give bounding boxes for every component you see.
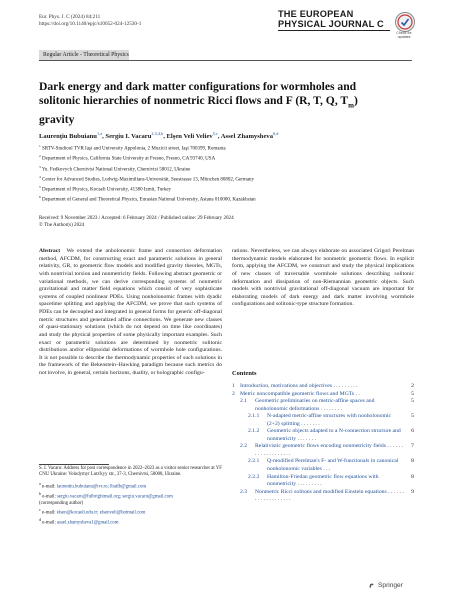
toc-entry-title	[267, 458, 404, 473]
footnotes	[39, 466, 222, 526]
citation-header	[39, 14, 141, 28]
toc-entry-text: Metric noncompatible geometric flows and MGTs	[240, 390, 355, 397]
affiliation-item: $^6$ Department of General and Theoretical Physics, Eurasian National University, Astana 010000, Kazakhstan	[39, 195, 256, 203]
toc-entry[interactable]	[232, 398, 414, 413]
toc-entry-text: Q-modified Perelman's F- and W-functionals in canonical nonholonomic variables	[267, 458, 399, 473]
author-name[interactable]: Assel Zhamysheva	[220, 133, 273, 141]
citation: Eur. Phys. J. C (2024) 84:211	[39, 14, 101, 20]
abstract-paragraph	[39, 248, 222, 378]
toc-entry-page: 6	[411, 428, 414, 435]
toc-entry-number: 2.1.2	[248, 428, 260, 435]
toc-entry-text: Geometric objects adapted to a N-connection structure and nonmetricity	[267, 428, 401, 442]
toc-entry-title	[255, 489, 404, 504]
toc-entry-number: 2.2.1	[248, 458, 260, 465]
toc-entry-page: 9	[411, 488, 414, 495]
toc-entry-title	[267, 428, 404, 443]
email-link[interactable]: assel.zhamysheva1@gmail.com	[57, 520, 119, 526]
abstract-text-left: We extend the anholonomic frame and connection deformation method, AFCDM, for constructing exact and parametric solutions in general relativity, GR, to geometric flow models and modified gravity theories, MGTs, with nontrivial torsion and nonmetricity fields. Following abstract geometric or variational methods, we can derive corresponding systems of nonmetric gravitational and matter field equations which consist of very sophisticate systems of coupled nonlinear PDEs. Using nonholonomic frames with dyadic spacetime splitting and applying the AFCDM, we prove that such systems of PDEs can be decoupled and integrated in general forms for generic off-diagonal metric structures and generalized affine connections. We generate new classes of quasi-stationary solutions (which do not depend on time like coordinates) and study the physical properties of some physically important examples. Such exact or parametric solutions are determined by nonmetric solitonic distributions and/or ellipsoidal deformations of wormhole hole configurations. It is not possible to describe the thermodynamic properties of such solutions in the framework of the Bekenstein–Hawking paradigm because such metrics do not involve, in general, certain horizons, duality, or holographic configu-	[39, 248, 223, 376]
springer-horse-icon	[368, 582, 375, 589]
title-line-3: gravity	[39, 112, 75, 126]
toc-leader-dots: . . . . . . .	[299, 420, 320, 427]
author-affiliation-ref[interactable]: 2,3,4,b	[151, 131, 164, 136]
dates-line: Received: 9 November 2023 / Accepted: 6 February 2024 / Published online: 29 February 2024	[39, 215, 234, 221]
affiliation-item: $^4$ Center for Advanced Studies, Ludwig-Maximilians-Universität, Seestrasse 13, München 80802, Germany	[39, 174, 255, 183]
toc-entry-page: 5	[411, 413, 414, 420]
journal-name-line1: THE EUROPEAN	[278, 9, 354, 19]
check-for-updates-icon[interactable]	[395, 12, 415, 32]
toc-entry-title	[240, 391, 404, 399]
paper-title	[39, 80, 414, 127]
check-for-updates-label[interactable]: Check for updates	[396, 31, 412, 39]
toc-entry[interactable]	[232, 428, 414, 443]
toc-entry[interactable]	[232, 458, 414, 473]
abstract-label: Abstract	[39, 248, 61, 254]
toc-entry-number: 2.3	[240, 488, 248, 495]
toc-leader-dots: . . . . . . . . . . . . . . . . . . .	[255, 488, 404, 503]
toc-entry-title	[267, 413, 404, 428]
journal-name-line2: PHYSICAL JOURNAL C	[278, 18, 384, 29]
toc-entry-text: Geometric preliminaries on metric-affine spaces and nonholonomic deformations	[255, 398, 375, 412]
toc-entry-page: 5	[411, 390, 414, 397]
toc-leader-dots: . . . . . . . .	[319, 405, 343, 412]
toc-entry-text: Relativistic geometric flows encoding nonmetricity fields	[255, 443, 386, 450]
toc-entry-title	[255, 443, 404, 458]
title-subscript: m	[348, 101, 354, 110]
toc-entry[interactable]	[232, 474, 414, 489]
toc-entry[interactable]	[232, 383, 414, 391]
affiliation-item: $^5$ Department of Physics, Kocaeli University, 41380 Izmit, Turkey	[39, 185, 172, 193]
toc-leader-dots: . . . . . . .	[296, 435, 316, 442]
logo-underline	[278, 30, 390, 31]
toc-leader-dots: . .	[354, 390, 360, 397]
toc-entry-text: Hamilton-Friedan geometric flow equations with nonmetricity	[267, 473, 379, 488]
toc-entry[interactable]	[232, 413, 414, 428]
footnote-email: $^c$ e-mail: elsen@kocaeli.edu.tr; elsenveli@hotmail.com	[39, 506, 146, 516]
journal-logo	[278, 10, 390, 30]
toc-leader-dots: . . . . . . . . . . . . . . . . . . .	[255, 443, 403, 457]
affiliations	[39, 143, 414, 205]
section-divider	[39, 60, 412, 61]
author-affiliation-ref[interactable]: 6,d	[273, 131, 279, 136]
email-link[interactable]: elsen@kocaeli.edu.tr; elsenveli@hotmail.com	[56, 510, 146, 516]
email-link[interactable]: sergiu.vacaru@fulbrightmail.org; sergiu.vacaru@gmail.com	[57, 494, 173, 500]
footnote-address: S. I. Vacaru: Address for post correspondence in 2022–2023 as a visitor senior researcher at YF CNU Ukraine: Volodymyr Luts'kyy str., 37-3, Chernivtsi, 58008, Ukraine.	[39, 466, 222, 478]
toc-leader-dots: . . . . . . . . .	[331, 383, 358, 389]
toc-entry-number: 1	[232, 383, 235, 389]
toc-entry-number: 2	[232, 390, 235, 397]
toc-entry[interactable]	[232, 391, 414, 399]
toc-entry-title	[267, 474, 404, 489]
footnote-email: $^a$ e-mail: laurentiu.bubuianu@tvr.ro; lbatfb@gmail.com	[39, 481, 147, 490]
toc-entry-title	[255, 398, 404, 413]
toc-entry-text: N-adapted metric-affine structures with nonholonomic (2+2) splitting	[267, 413, 392, 427]
title-line-2	[39, 94, 414, 113]
title-line-2-text: solitonic hierarchies of nonmetric Ricci flows and F (R, T, Q, T	[39, 94, 349, 108]
affiliation-item: $^3$ Yu. Fedkovych Chernivtsi National University, Chernivtsi 58012, Ukraine	[39, 164, 191, 173]
author-name[interactable]: Laurenţiu Bubuianu	[39, 133, 97, 141]
footnote-email: $^d$ e-mail: assel.zhamysheva1@gmail.com	[39, 516, 119, 526]
abstract-left-column	[39, 248, 222, 378]
toc-entry-number: 2.1	[240, 398, 248, 405]
toc-entry[interactable]	[232, 443, 414, 458]
toc-entry-title	[240, 383, 404, 391]
abstract-text-right: rations. Nevertheless, we can always elaborate on associated Grigori Perelman thermodynamic models elaborated for nonmetric geometric flows. In explicit form, applying the AFCDM, we construct and study the physical implications of new classes of traversable wormhole solutions describing solitonic deformation and dissipation of non-Riemannian geometric objects. Such models with nontrivial gravitational off-diagonal vacuum are important for elaborating models of dark energy and dark matter involving wormhole configurations and solitonic-type structure formation.	[232, 248, 414, 308]
abstract-right-column	[232, 248, 414, 309]
contents-heading: Contents	[232, 370, 257, 377]
author-affiliation-ref[interactable]: 5,c	[212, 131, 218, 136]
table-of-contents	[232, 383, 414, 504]
toc-entry-number: 2.1.1	[248, 413, 260, 420]
author-affiliation-ref[interactable]: 1,a	[96, 131, 103, 136]
article-type-ribbon: Regular Article - Theoretical Physics	[39, 50, 129, 60]
title-line-1: Dark energy and dark matter configurations for wormholes and	[39, 80, 357, 93]
toc-entry-page: 2	[411, 383, 414, 389]
toc-leader-dots: . . . . . . . . .	[296, 481, 322, 488]
toc-entry-text: Introduction, motivations and objectives	[240, 383, 332, 389]
toc-entry[interactable]	[232, 489, 414, 504]
email-link[interactable]: laurentiu.bubuianu@tvr.ro; lbatfb@gmail.com	[56, 484, 147, 490]
toc-leader-dots: . . .	[321, 466, 331, 473]
author-name[interactable]: Elşen Veli Veliev	[166, 133, 213, 141]
affiliation-item: $^2$ Department of Physics, California State University at Fresno, Fresno, CA 93740, USA	[39, 154, 216, 162]
copyright-line: © The Author(s) 2024	[39, 221, 85, 228]
publisher-logo: Springer	[378, 582, 403, 589]
title-close-paren: )	[354, 94, 358, 108]
toc-entry-page: 5	[411, 398, 414, 405]
toc-entry-page: 8	[411, 458, 414, 465]
toc-entry-page: 8	[411, 473, 414, 480]
toc-entry-number: 2.2.2	[248, 473, 260, 480]
footnote-rule	[39, 464, 109, 465]
corresponding-author-note: (corresponding author)	[39, 500, 84, 506]
footnote-email: $^b$ e-mail: sergiu.vacaru@fulbrightmail.org; sergiu.vacaru@gmail.com	[39, 491, 173, 500]
toc-entry-text: Nonmetric Ricci solitons and modified Einstein equations	[255, 488, 387, 495]
toc-entry-number: 2.2	[240, 443, 248, 450]
affiliation-item: $^1$ SRTV-Studioul TVR Iaşi and University Appolonia, 2 Muzicii street, Iaşi 700399, Romania	[39, 144, 226, 152]
doi-link[interactable]: https://doi.org/10.1140/epjc/s10052-024-12530-1	[39, 20, 142, 27]
toc-entry-page: 7	[411, 443, 414, 450]
author-list: Laurenţiu Bubuianu$^{1,a}$, Sergiu I. Vacaru$^{2,3,4,b}$, Elşen Veli Veliev$^{5,c}$, Assel Zhamysheva$^{6,d}$	[39, 131, 279, 141]
publication-dates	[39, 215, 414, 228]
author-name[interactable]: Sergiu I. Vacaru	[105, 133, 152, 141]
